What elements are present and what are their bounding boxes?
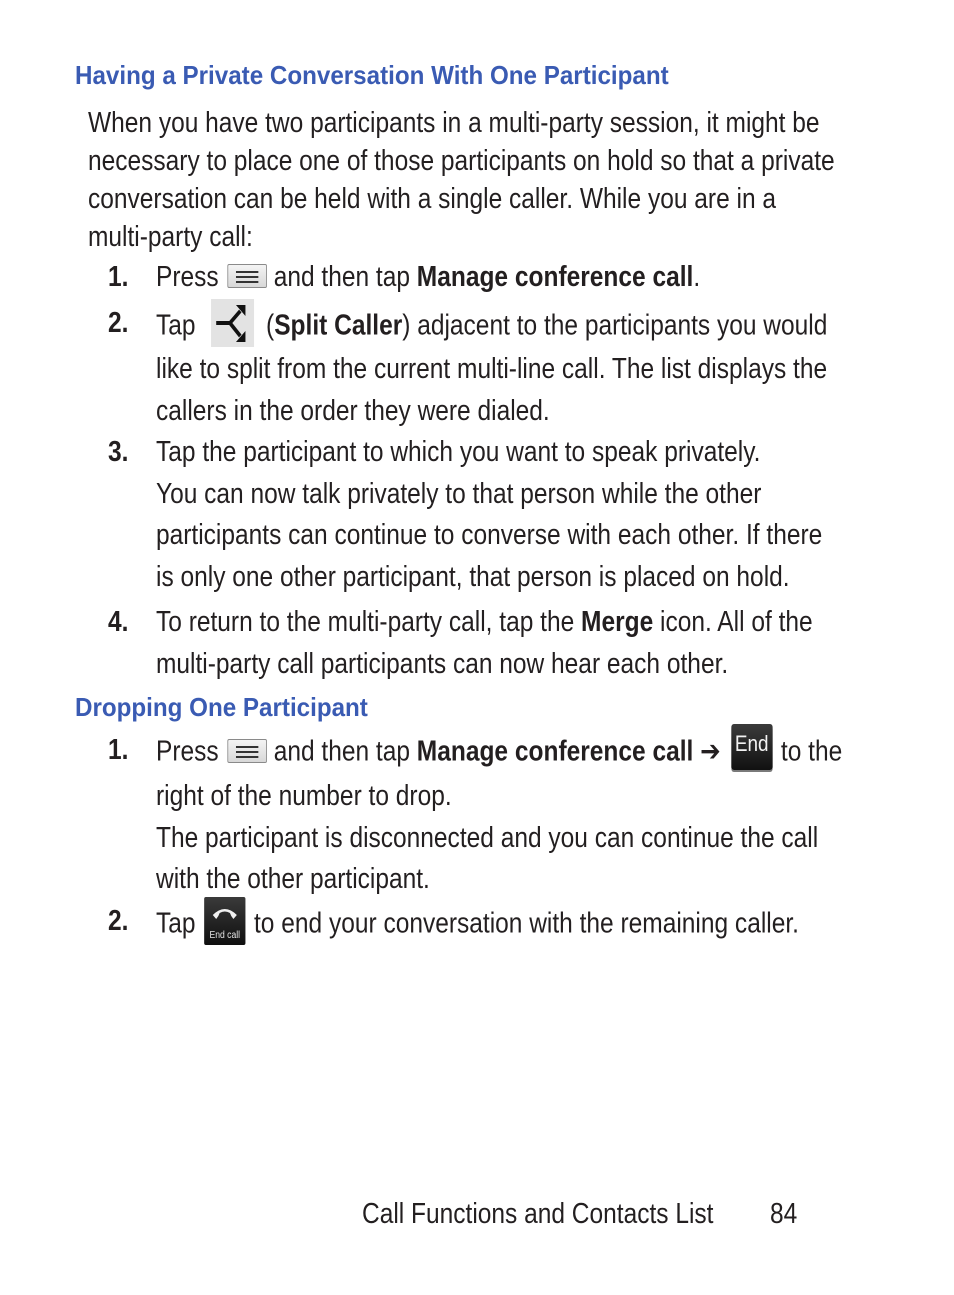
- step-text: .: [693, 261, 701, 293]
- step-text: Tap the participant to which you want to speak privately.: [156, 436, 761, 468]
- menu-icon: [227, 264, 267, 288]
- step-text: is only one other participant, that person is placed on hold.: [156, 560, 790, 593]
- page-number: 84: [770, 1198, 798, 1230]
- step-text: callers in the order they were dialed.: [156, 394, 550, 427]
- step-bold-term: Merge: [581, 606, 654, 638]
- step-text: icon. All of the: [660, 606, 813, 638]
- step-text: To return to the multi-party call, tap the: [156, 606, 575, 638]
- step-number: 3.: [108, 436, 129, 468]
- step-text: The participant is disconnected and you can continue the call: [156, 821, 819, 854]
- intro-paragraph: [88, 104, 948, 256]
- footer-title: Call Functions and Contacts List: [362, 1198, 714, 1230]
- arrow-icon: ➔: [700, 735, 721, 768]
- intro-line: necessary to place one of those participants on hold so that a private: [88, 145, 835, 177]
- step-text: You can now talk privately to that person while the other: [156, 477, 762, 510]
- step-text: Press: [156, 261, 219, 293]
- step-number: 2.: [108, 307, 129, 339]
- intro-line: When you have two participants in a multi-party session, it might be: [88, 107, 820, 139]
- end-button-icon: [731, 724, 772, 770]
- intro-line: multi-party call:: [88, 221, 253, 253]
- step-number: 1.: [108, 734, 129, 766]
- step-text: to end your conversation with the remaining caller.: [253, 907, 799, 940]
- step-text: multi-party call participants can now hear each other.: [156, 647, 729, 680]
- step-text: Tap: [156, 907, 196, 940]
- step-number: 1.: [108, 261, 129, 293]
- end-call-icon: [204, 897, 245, 945]
- step-text: ) adjacent to the participants you would: [402, 309, 828, 342]
- step-bold-term: Manage conference call: [416, 261, 694, 293]
- step-text: and then tap: [273, 261, 410, 293]
- step-text: and then tap: [273, 735, 410, 768]
- step-text: Tap: [156, 309, 196, 342]
- menu-icon: [227, 739, 267, 763]
- section-heading-dropping-participant: Dropping One Participant: [75, 692, 368, 722]
- step-text: participants can continue to converse with each other. If there: [156, 519, 823, 551]
- step-bold-term: Split Caller: [274, 309, 403, 342]
- split-caller-icon: [211, 299, 254, 347]
- step-text: right of the number to drop.: [156, 780, 452, 812]
- step-text: to the: [780, 735, 843, 768]
- end-call-label: End call: [209, 930, 241, 941]
- step-text: like to split from the current multi-line call. The list displays the: [156, 353, 828, 385]
- step-number: 4.: [108, 606, 129, 638]
- step-number: 2.: [108, 905, 129, 937]
- intro-line: conversation can be held with a single caller. While you are in a: [88, 183, 777, 215]
- end-button-label: End: [734, 731, 769, 756]
- section-heading-private-conversation: Having a Private Conversation With One Participant: [75, 60, 669, 90]
- step-text: with the other participant.: [156, 863, 430, 895]
- step-text: (: [266, 309, 275, 342]
- step-bold-term: Manage conference call: [416, 735, 694, 768]
- step-text: Press: [156, 735, 219, 768]
